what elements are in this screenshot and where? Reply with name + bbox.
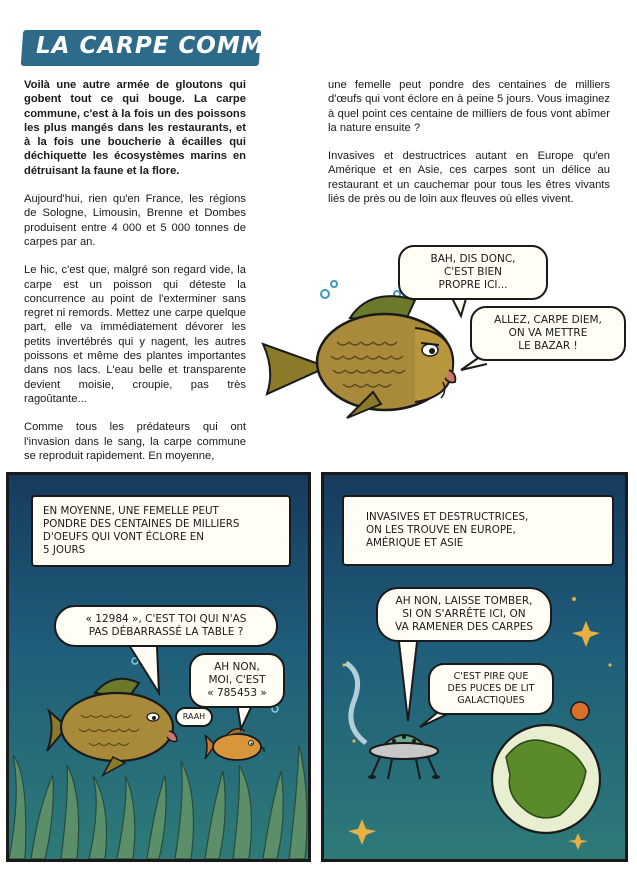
caption-line: PONDRE DES CENTAINES DE MILLIERS (43, 518, 240, 530)
comic-panel-right (321, 472, 628, 862)
article-paragraph-3: Comme tous les prédateurs qui ont l'invasion dans le sang, la carpe commune se reproduit rapidement. En moyenne, (24, 421, 246, 462)
carp-pupil (429, 348, 435, 354)
caption-line: ON LES TROUVE EN EUROPE, (366, 524, 516, 536)
article-intro: Voilà une autre armée de gloutons qui gobent tout ce qui bouge. La carpe commune, c'est à la fois un des poissons les plus mangés dans les restaurants, et à la fois une boucherie à écailles qui déchiquette les écosystèmes marins en détruisant la faune et la flore. (24, 79, 246, 177)
speech-bubble-raah: RAAH (175, 707, 213, 727)
article-column-left (24, 78, 246, 477)
caption-line: D'OEUFS QUI VONT ÉCLORE EN (43, 531, 204, 543)
caption-right (342, 495, 614, 566)
speech-bubble-top-1 (398, 245, 548, 300)
bubble-line: ON VA METTRE (508, 327, 588, 339)
article-paragraph-4: une femelle peut pondre des centaines de milliers d'œufs qui vont éclore en à peine 5 jours. Vous imaginez à quel point ces centaine de milliers de fous vont abîmer la nature ensuite ? (328, 79, 610, 134)
article-paragraph-5: Invasives et destructrices autant en Europe qu'en Amérique et en Asie, ces carpes sont un délice au restaurant et un cauchemar pour tous les êtres vivants liés de près ou de loin aux fleuves où elles vivent. (328, 150, 610, 206)
page-title: LA CARPE COMMUNE (36, 33, 322, 59)
bubble-line: MOI, C'EST (208, 674, 266, 686)
bubble-line: C'EST PIRE QUE (453, 671, 529, 682)
bubble-line: LE BAZAR ! (518, 340, 578, 352)
big-carp (47, 679, 177, 775)
smoke-trail (346, 663, 366, 743)
caption-line: 5 JOURS (43, 544, 86, 556)
bubble-line: VA RAMENER DES CARPES (394, 621, 534, 633)
small-carp (205, 729, 264, 760)
bubble-line: PROPRE ICI... (438, 279, 508, 291)
article-column-right (328, 78, 610, 220)
small-planet (571, 702, 589, 720)
seaweed (9, 745, 307, 859)
speech-bubble-top-2 (470, 306, 626, 361)
ufo (368, 735, 440, 779)
carp-head (415, 328, 453, 402)
air-bubble (331, 281, 337, 287)
speech-bubble-right-1 (376, 587, 552, 642)
bubble-line: ALLEZ, CARPE DIEM, (494, 314, 602, 326)
article-paragraph-2: Le hic, c'est que, malgré son regard vide, la carpe est un poisson qui déteste la concurrence au point de l'exterminer sans regret ni remords. Mettez une carpe quelque part, elle va immédiatement dévorer les petits invertébrés qui y nagent, les autres poissons et même des plantes importantes dans nos lacs. L'eau belle et transparente devient moisie, croupie, pas très ragoûtante... (24, 264, 246, 405)
speech-bubble-left-1 (54, 605, 278, 647)
caption-left (31, 495, 291, 567)
bubble-line: C'EST BIEN (443, 266, 503, 278)
bubble-line: BAH, DIS DONC, (430, 253, 516, 265)
bubble-line: SI ON S'ARRÊTE ICI, ON (402, 608, 526, 620)
earth-planet (492, 725, 600, 833)
caption-line: AMÉRIQUE ET ASIE (366, 537, 464, 549)
bubble-line: « 12984 », C'EST TOI QUI N'AS (85, 613, 247, 625)
bubble-line: « 785453 » (207, 687, 267, 699)
article-paragraph-1: Aujourd'hui, rien qu'en France, les régions de Sologne, Limousin, Brenne et Dombes produisent entre 4 000 et 5 000 tonnes de carpes par an. (24, 193, 246, 248)
bubble-line: AH NON, (214, 661, 260, 673)
bubble-tail (398, 633, 418, 721)
caption-line: INVASIVES ET DESTRUCTRICES, (366, 511, 529, 523)
air-bubble (321, 290, 329, 298)
speech-bubble-left-2 (189, 653, 285, 708)
bubble-line: DES PUCES DE LIT (447, 683, 535, 694)
caption-line: EN MOYENNE, UNE FEMELLE PEUT (43, 505, 219, 517)
speech-bubble-right-2 (428, 663, 554, 715)
comic-panel-left (6, 472, 311, 862)
bubble-line: PAS DÉBARRASSÉ LA TABLE ? (88, 626, 244, 638)
bubble-line: GALACTIQUES (457, 695, 525, 706)
top-illustration (255, 232, 627, 432)
bubble-line: AH NON, LAISSE TOMBER, (395, 595, 533, 607)
